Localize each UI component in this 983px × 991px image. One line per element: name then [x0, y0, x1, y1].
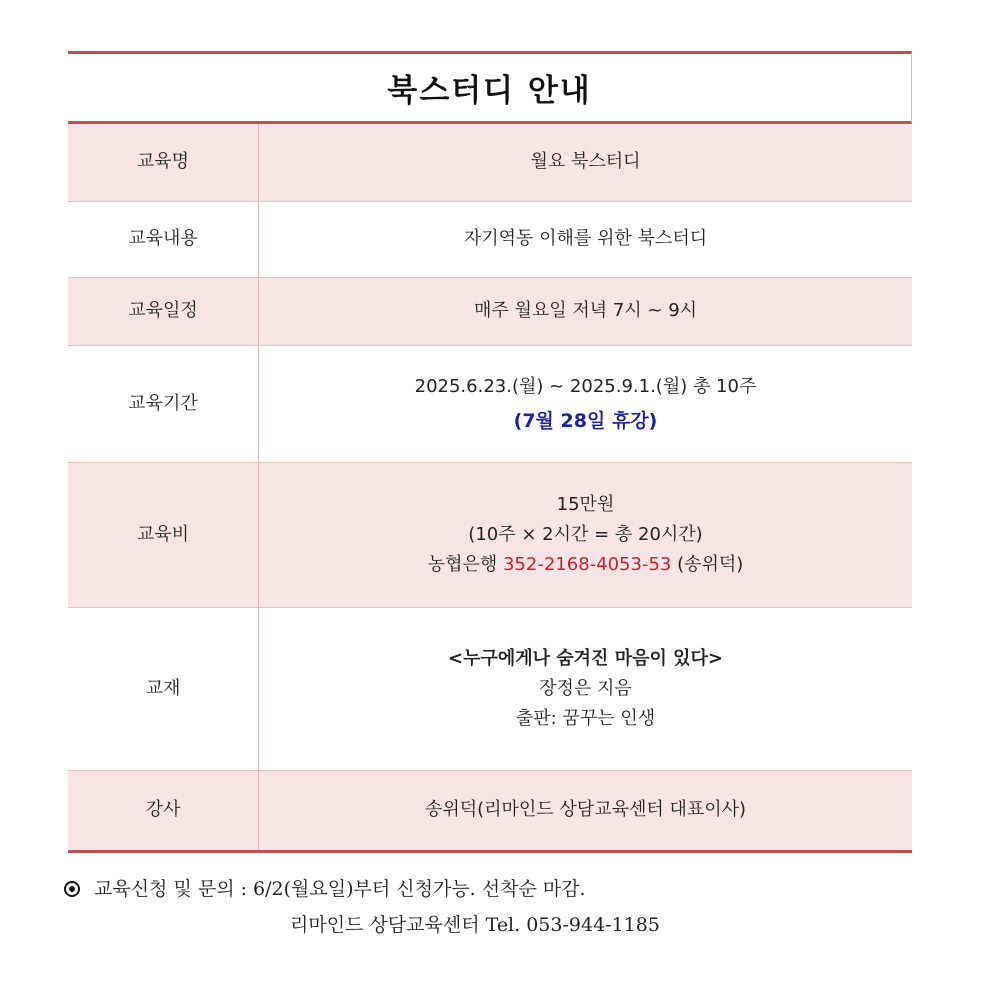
footer-contact	[64, 874, 944, 940]
footer-line-apply	[64, 874, 944, 904]
fee-detail: (10주 × 2시간 = 총 20시간)	[468, 523, 703, 545]
row-value-fee	[259, 462, 913, 607]
break-note: (7월 28일 휴강)	[513, 409, 658, 432]
table-row-fee	[68, 462, 912, 607]
account-holder: (송위덕)	[671, 553, 744, 575]
apply-info-text: 교육신청 및 문의 : 6/2(월요일)부터 신청가능. 선착순 마감.	[94, 878, 586, 900]
book-publisher: 출판: 꿈꾸는 인생	[515, 707, 656, 729]
period-text: 2025.6.23.(월) ~ 2025.9.1.(월) 총 10주	[414, 375, 757, 397]
table-row-course-name	[68, 124, 912, 201]
bank-name: 농협은행	[427, 553, 503, 575]
row-label: 교육일정	[68, 277, 259, 345]
book-title: <누구에게나 숨겨진 마음이 있다>	[447, 647, 723, 669]
account-number: 352-2168-4053-53	[502, 553, 672, 575]
table-row-course-content	[68, 201, 912, 277]
row-label: 교육명	[68, 124, 259, 201]
notice-sheet	[68, 51, 912, 853]
table-row-instructor	[68, 770, 912, 851]
row-value-period	[259, 345, 913, 462]
footer-line-contact: 리마인드 상담교육센터 Tel. 053-944-1185	[290, 914, 660, 936]
row-label: 교육비	[68, 462, 259, 607]
row-label: 교재	[68, 607, 259, 770]
fee-amount: 15만원	[556, 493, 615, 515]
info-table	[68, 124, 912, 853]
table-row-textbook	[68, 607, 912, 770]
radio-bullet-icon	[64, 881, 80, 897]
page-title: 북스터디 안내	[387, 73, 592, 109]
row-label: 교육내용	[68, 201, 259, 277]
book-author: 장정은 지음	[539, 677, 632, 699]
row-label: 강사	[68, 770, 259, 851]
table-row-schedule	[68, 277, 912, 345]
bank-account-line	[259, 550, 912, 580]
row-value: 송위덕(리마인드 상담교육센터 대표이사)	[259, 770, 913, 851]
table-row-period	[68, 345, 912, 462]
row-value: 월요 북스터디	[259, 124, 913, 201]
row-value: 자기역동 이해를 위한 북스터디	[259, 201, 913, 277]
title-box	[68, 51, 912, 124]
row-label: 교육기간	[68, 345, 259, 462]
row-value-textbook	[259, 607, 913, 770]
row-value: 매주 월요일 저녁 7시 ~ 9시	[259, 277, 913, 345]
